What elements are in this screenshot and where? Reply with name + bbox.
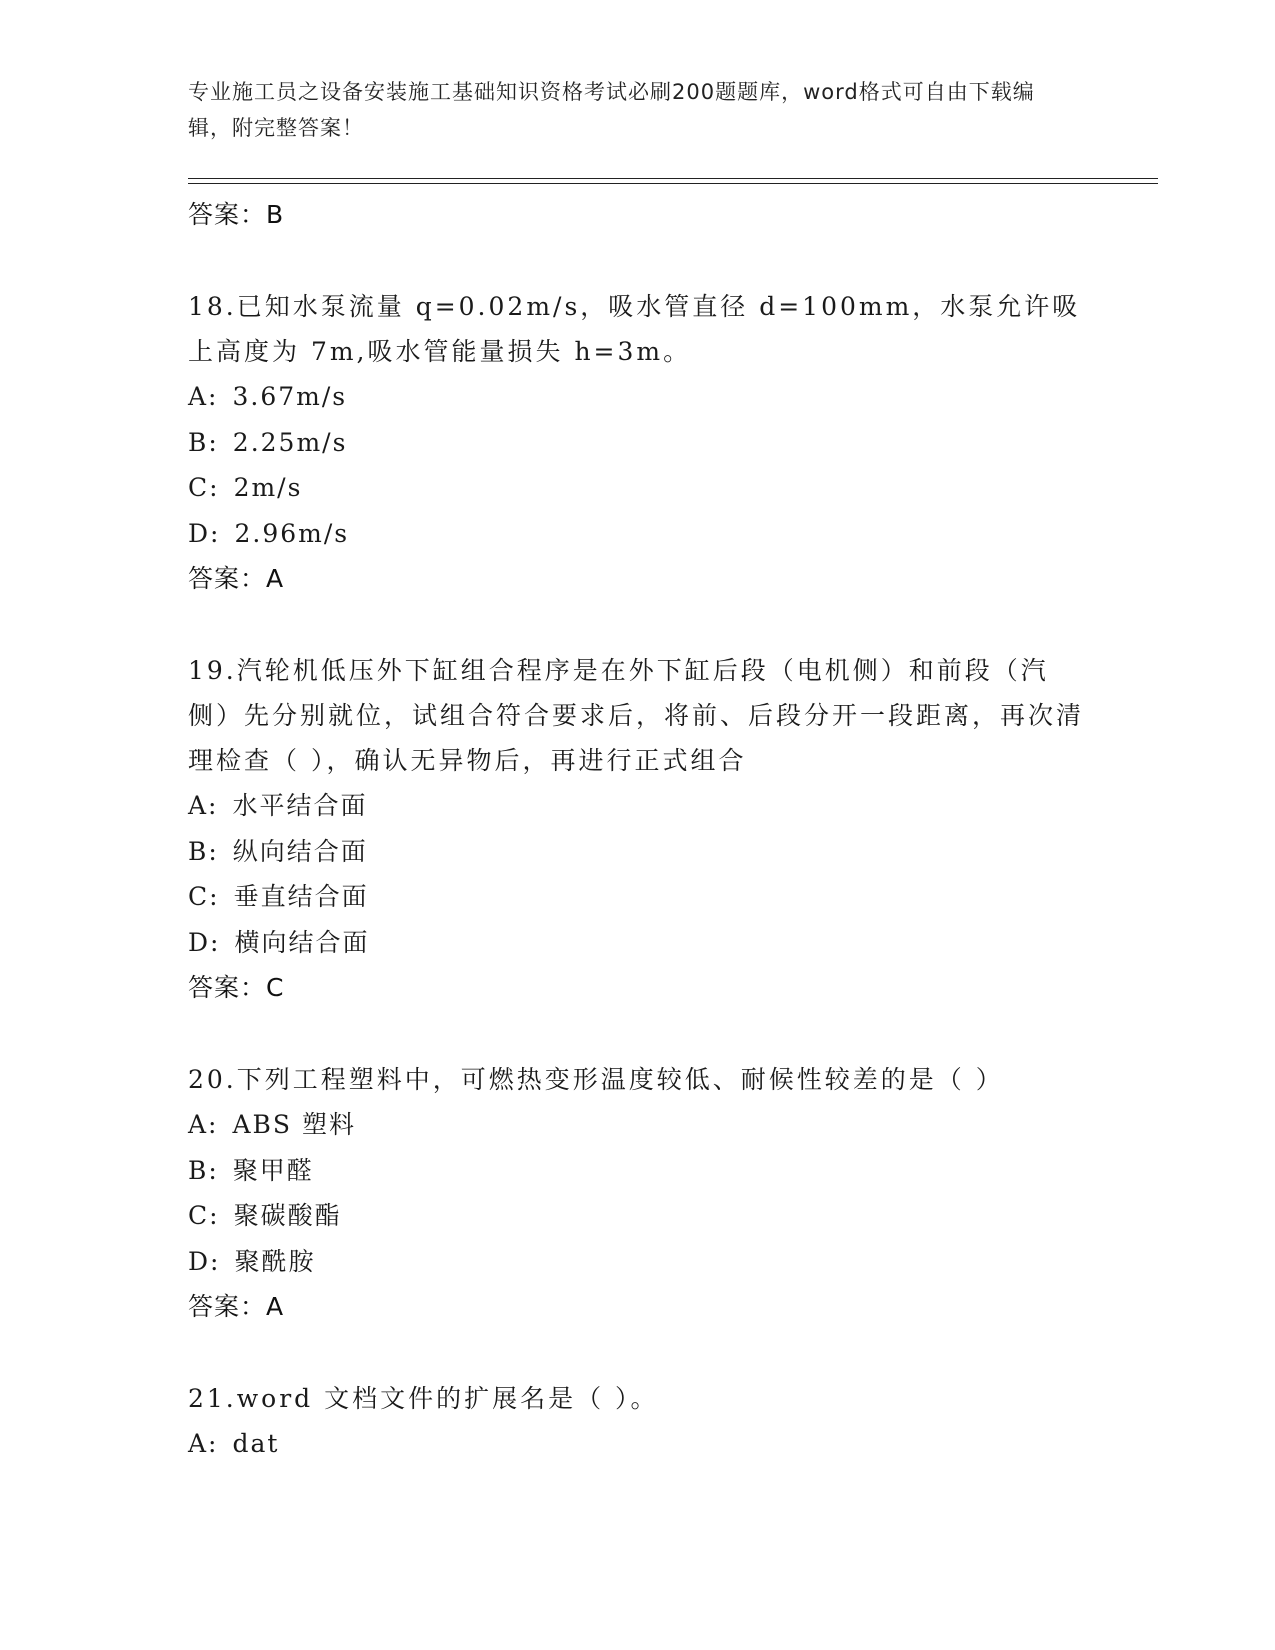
answer-line [188, 192, 1088, 238]
option-text: 横向结合面 [234, 927, 370, 957]
question-text: 21.word 文档文件的扩展名是（ ）。 [188, 1384, 659, 1413]
option-letter: C: [188, 882, 220, 911]
document-body [188, 192, 1088, 1467]
option-text: 聚碳酸酯 [233, 1201, 342, 1230]
document-header: 专业施工员之设备安装施工基础知识资格考试必刷200题题库，word格式可自由下载编辑，附完整答案！ [188, 80, 1035, 140]
option-a [188, 1102, 1088, 1148]
option-text: 3.67m/s [232, 382, 348, 411]
option-letter: D: [188, 1246, 221, 1276]
question-text: 20.下列工程塑料中，可燃热变形温度较低、耐候性较差的是（ ） [188, 1065, 1004, 1094]
option-text: 聚酰胺 [234, 1246, 316, 1276]
option-c [188, 874, 1088, 920]
option-a [188, 374, 1088, 420]
option-c [188, 1193, 1088, 1239]
option-text: 纵向结合面 [232, 836, 368, 866]
answer-line [188, 965, 1088, 1011]
option-letter: B: [188, 427, 219, 457]
option-letter: C: [188, 1201, 220, 1230]
answer-label: 答案： [188, 973, 267, 1002]
option-b [188, 829, 1088, 875]
answer-line [188, 556, 1088, 602]
option-letter: B: [188, 836, 219, 866]
answer-value: A [266, 564, 285, 593]
option-b [188, 420, 1088, 466]
option-letter: A: [188, 791, 219, 820]
option-text: 2.25m/s [232, 427, 348, 457]
option-letter: A: [188, 1429, 219, 1458]
answer-label: 答案： [188, 1292, 267, 1321]
header-rule-bottom [188, 183, 1158, 184]
option-text: 水平结合面 [232, 791, 368, 820]
option-d [188, 920, 1088, 966]
option-d [188, 511, 1088, 557]
option-c [188, 465, 1088, 511]
question-text: 18.已知水泵流量 q=0.02m/s，吸水管直径 d=100mm，水泵允许吸上高度为 7m,吸水管能量损失 h=3m。 [188, 292, 1081, 366]
option-letter: D: [188, 518, 221, 548]
answer-line [188, 1284, 1088, 1330]
option-text: dat [232, 1429, 280, 1458]
answer-value: B [266, 200, 285, 229]
option-text: 2.96m/s [234, 518, 350, 548]
answer-label: 答案： [188, 200, 267, 229]
header-rule-top [188, 178, 1158, 179]
option-text: 2m/s [233, 473, 303, 502]
option-text: 垂直结合面 [233, 882, 369, 911]
answer-value: A [266, 1292, 285, 1321]
option-a [188, 1421, 1088, 1467]
option-text: ABS 塑料 [232, 1110, 356, 1139]
option-letter: D: [188, 927, 221, 957]
option-d [188, 1239, 1088, 1285]
option-letter: A: [188, 382, 219, 411]
option-letter: B: [188, 1155, 219, 1185]
option-letter: C: [188, 473, 220, 502]
answer-value: C [266, 973, 285, 1002]
option-text: 聚甲醛 [232, 1155, 314, 1185]
option-a [188, 783, 1088, 829]
answer-label: 答案： [188, 564, 267, 593]
question-text: 19.汽轮机低压外下缸组合程序是在外下缸后段（电机侧）和前段（汽侧）先分别就位，试组合符合要求后，将前、后段分开一段距离，再次清理检查（ ），确认无异物后，再进行正式组合 [188, 656, 1085, 775]
option-b [188, 1148, 1088, 1194]
option-letter: A: [188, 1110, 219, 1139]
